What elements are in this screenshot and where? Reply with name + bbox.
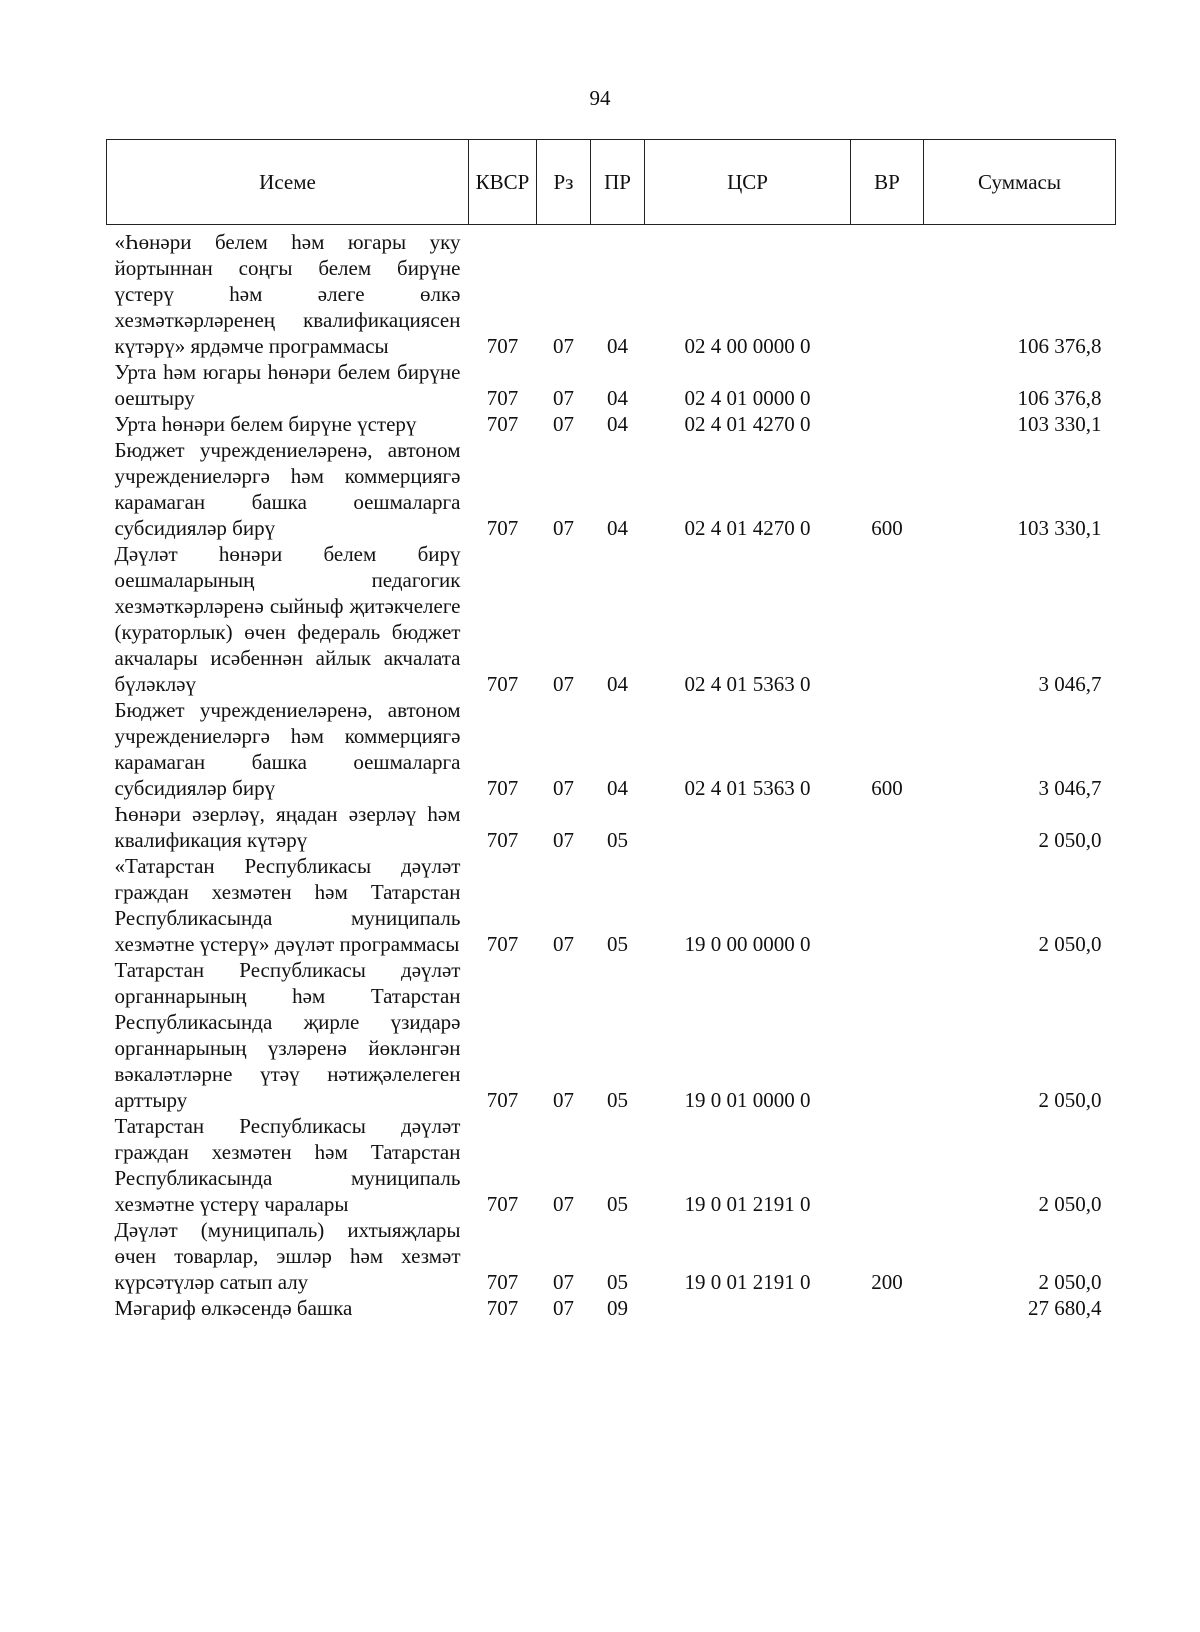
row-csr: 19 0 01 2191 0 bbox=[684, 1192, 811, 1216]
row-vr bbox=[851, 1295, 924, 1321]
row-rz: 07 bbox=[553, 776, 574, 800]
row-rz: 07 bbox=[553, 386, 574, 410]
row-pr: 05 bbox=[607, 828, 628, 852]
row-name: Татарстан Республикасы дәүләт граждан хезмәтен һәм Татарстан Республикасында муниципаль хезмәтне үстерү чаралары bbox=[114, 1114, 461, 1216]
table-row bbox=[107, 359, 1116, 411]
row-sum: 3 046,7 bbox=[1038, 776, 1102, 800]
row-sum: 103 330,1 bbox=[1017, 412, 1102, 436]
row-kvsr: 707 bbox=[486, 672, 519, 696]
row-sum: 27 680,4 bbox=[1028, 1296, 1102, 1320]
row-name: «Татарстан Республикасы дәүләт граждан хезмәтен һәм Татарстан Республикасында муниципаль хезмәтне үстерү» дәүләт программасы bbox=[114, 854, 461, 956]
row-kvsr: 707 bbox=[486, 412, 519, 436]
row-name: Урта һәм югары һөнәри белем бирүне оештыру bbox=[114, 360, 461, 410]
row-sum: 106 376,8 bbox=[1017, 386, 1102, 410]
header-rz: Рз bbox=[537, 140, 591, 225]
row-kvsr: 707 bbox=[486, 516, 519, 540]
row-pr: 04 bbox=[607, 776, 628, 800]
row-sum: 2 050,0 bbox=[1038, 932, 1102, 956]
row-name: Бюджет учреждениеләренә, автоном учреждениеләргә һәм коммерциягә карамаган башка оешмаларга субсидияләр бирү bbox=[114, 438, 461, 540]
row-rz: 07 bbox=[553, 1270, 574, 1294]
table-row bbox=[107, 801, 1116, 853]
row-pr: 04 bbox=[607, 412, 628, 436]
row-sum: 106 376,8 bbox=[1017, 334, 1102, 358]
row-name: Һөнәри әзерләү, яңадан әзерләү һәм квалификация күтәрү bbox=[114, 802, 461, 852]
row-rz: 07 bbox=[553, 1192, 574, 1216]
table-row bbox=[107, 697, 1116, 801]
row-pr: 05 bbox=[607, 1088, 628, 1112]
row-sum: 2 050,0 bbox=[1038, 1270, 1102, 1294]
table-body bbox=[107, 225, 1116, 1322]
row-name: Урта һөнәри белем бирүне үстерү bbox=[114, 412, 417, 436]
row-sum: 2 050,0 bbox=[1038, 1088, 1102, 1112]
row-csr: 02 4 01 5363 0 bbox=[684, 672, 811, 696]
row-name: Дәүләт (муниципаль) ихтыяҗлары өчен товарлар, эшләр һәм хезмәт күрсәтүләр сатып алу bbox=[114, 1218, 461, 1294]
row-csr: 19 0 01 2191 0 bbox=[684, 1270, 811, 1294]
header-pr: ПР bbox=[591, 140, 645, 225]
table-header bbox=[107, 140, 1116, 225]
row-vr bbox=[851, 225, 924, 360]
header-vr: ВР bbox=[851, 140, 924, 225]
row-vr bbox=[851, 1113, 924, 1217]
row-pr: 04 bbox=[607, 672, 628, 696]
table-row bbox=[107, 437, 1116, 541]
row-vr bbox=[851, 801, 924, 853]
row-name: Дәүләт һөнәри белем бирү оешмаларының педагогик хезмәткәрләренә сыйныф җитәкчелеге (кураторлык) өчен федераль бюджет акчалары исәбеннән айлык акчалата бүләкләү bbox=[114, 542, 461, 696]
row-name: «Һөнәри белем һәм югары уку йортыннан соңгы белем бирүне үстерү һәм әлеге өлкә хезмәткәрләренең квалификациясен күтәрү» ярдәмче программасы bbox=[114, 230, 461, 358]
page-number: 94 bbox=[589, 86, 611, 110]
row-vr bbox=[851, 853, 924, 957]
row-csr: 19 0 00 0000 0 bbox=[684, 932, 811, 956]
row-rz: 07 bbox=[553, 516, 574, 540]
row-rz: 07 bbox=[553, 334, 574, 358]
row-csr: 02 4 00 0000 0 bbox=[684, 334, 811, 358]
row-pr: 09 bbox=[607, 1296, 628, 1320]
row-csr: 02 4 01 0000 0 bbox=[684, 386, 811, 410]
row-vr bbox=[851, 411, 924, 437]
row-vr bbox=[851, 541, 924, 697]
row-csr bbox=[645, 1295, 851, 1321]
table-row bbox=[107, 1217, 1116, 1295]
row-rz: 07 bbox=[553, 932, 574, 956]
row-kvsr: 707 bbox=[486, 1088, 519, 1112]
row-sum: 2 050,0 bbox=[1038, 828, 1102, 852]
table-row bbox=[107, 853, 1116, 957]
row-kvsr: 707 bbox=[486, 334, 519, 358]
row-csr: 02 4 01 5363 0 bbox=[684, 776, 811, 800]
row-rz: 07 bbox=[553, 828, 574, 852]
table-row bbox=[107, 957, 1116, 1113]
row-kvsr: 707 bbox=[486, 776, 519, 800]
row-kvsr: 707 bbox=[486, 828, 519, 852]
row-vr: 200 bbox=[871, 1270, 903, 1294]
row-vr bbox=[851, 957, 924, 1113]
header-name: Исеме bbox=[107, 140, 469, 225]
row-name: Бюджет учреждениеләренә, автоном учреждениеләргә һәм коммерциягә карамаган башка оешмаларга субсидияләр бирү bbox=[114, 698, 461, 800]
row-vr: 600 bbox=[871, 776, 903, 800]
row-sum: 2 050,0 bbox=[1038, 1192, 1102, 1216]
row-rz: 07 bbox=[553, 672, 574, 696]
row-sum: 3 046,7 bbox=[1038, 672, 1102, 696]
budget-table bbox=[106, 139, 1116, 1321]
row-kvsr: 707 bbox=[486, 932, 519, 956]
table-row bbox=[107, 541, 1116, 697]
row-csr: 02 4 01 4270 0 bbox=[684, 412, 811, 436]
row-vr: 600 bbox=[871, 516, 903, 540]
row-csr bbox=[645, 801, 851, 853]
row-kvsr: 707 bbox=[486, 1270, 519, 1294]
row-pr: 05 bbox=[607, 1270, 628, 1294]
table-row bbox=[107, 411, 1116, 437]
row-rz: 07 bbox=[553, 1088, 574, 1112]
row-pr: 05 bbox=[607, 932, 628, 956]
header-csr: ЦСР bbox=[645, 140, 851, 225]
row-sum: 103 330,1 bbox=[1017, 516, 1102, 540]
row-pr: 04 bbox=[607, 334, 628, 358]
row-pr: 04 bbox=[607, 516, 628, 540]
header-sum: Суммасы bbox=[924, 140, 1116, 225]
header-kvsr: КВСР bbox=[469, 140, 537, 225]
table-row bbox=[107, 1113, 1116, 1217]
row-csr: 19 0 01 0000 0 bbox=[684, 1088, 811, 1112]
row-kvsr: 707 bbox=[486, 386, 519, 410]
row-name: Мәгариф өлкәсендә башка bbox=[114, 1296, 353, 1320]
row-csr: 02 4 01 4270 0 bbox=[684, 516, 811, 540]
table-row bbox=[107, 1295, 1116, 1321]
row-pr: 05 bbox=[607, 1192, 628, 1216]
row-rz: 07 bbox=[553, 412, 574, 436]
row-kvsr: 707 bbox=[486, 1296, 519, 1320]
row-kvsr: 707 bbox=[486, 1192, 519, 1216]
row-vr bbox=[851, 359, 924, 411]
row-name: Татарстан Республикасы дәүләт органнарының һәм Татарстан Республикасында җирле үзидарә органнарының үзләренә йөкләнгән вәкаләтләрне үтәү нәтиҗәлелеген арттыру bbox=[114, 958, 461, 1112]
row-rz: 07 bbox=[553, 1296, 574, 1320]
table-row bbox=[107, 225, 1116, 360]
row-pr: 04 bbox=[607, 386, 628, 410]
